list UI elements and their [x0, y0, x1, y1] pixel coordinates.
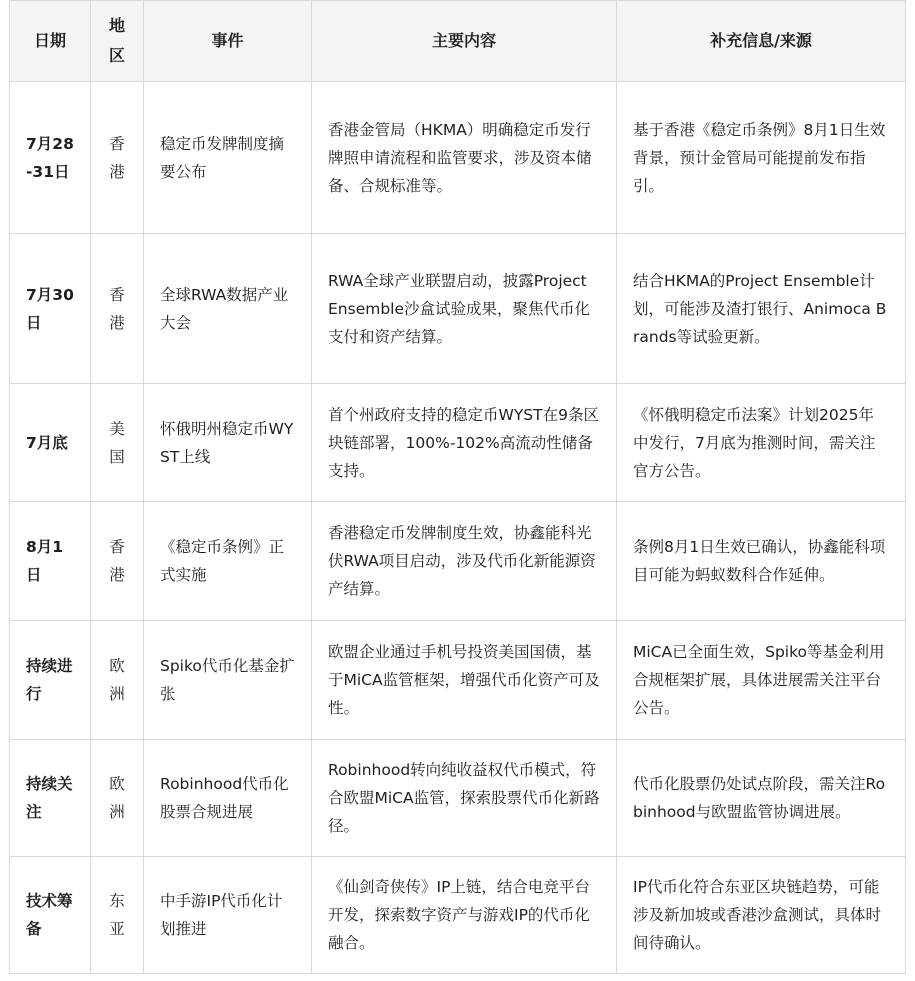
cell-date: 技术筹备	[10, 857, 91, 974]
cell-event: 怀俄明州稳定币WYST上线	[144, 384, 312, 502]
cell-extra: 《怀俄明稳定币法案》计划2025年中发行，7月底为推测时间，需关注官方公告。	[617, 384, 906, 502]
table-row	[10, 82, 906, 234]
header-region: 地区	[91, 1, 144, 82]
cell-date: 8月1日	[10, 502, 91, 621]
cell-extra: MiCA已全面生效，Spiko等基金利用合规框架扩展，具体进展需关注平台公告。	[617, 621, 906, 740]
cell-date: 持续进行	[10, 621, 91, 740]
cell-event: 《稳定币条例》正式实施	[144, 502, 312, 621]
cell-extra: 条例8月1日生效已确认，协鑫能科项目可能为蚂蚁数科合作延伸。	[617, 502, 906, 621]
table-header	[10, 1, 906, 82]
cell-date: 7月30日	[10, 234, 91, 384]
cell-content: RWA全球产业联盟启动，披露Project Ensemble沙盒试验成果，聚焦代币化支付和资产结算。	[312, 234, 617, 384]
cell-extra: IP代币化符合东亚区块链趋势，可能涉及新加坡或香港沙盒测试，具体时间待确认。	[617, 857, 906, 974]
cell-event: Spiko代币化基金扩张	[144, 621, 312, 740]
cell-region: 欧洲	[91, 621, 144, 740]
table-row	[10, 384, 906, 502]
cell-date: 7月底	[10, 384, 91, 502]
cell-content: 香港金管局（HKMA）明确稳定币发行牌照申请流程和监管要求，涉及资本储备、合规标准等。	[312, 82, 617, 234]
cell-extra: 结合HKMA的Project Ensemble计划，可能涉及渣打银行、Animoca Brands等试验更新。	[617, 234, 906, 384]
cell-region: 欧洲	[91, 740, 144, 857]
cell-content: 《仙剑奇侠传》IP上链，结合电竞平台开发，探索数字资产与游戏IP的代币化融合。	[312, 857, 617, 974]
cell-date: 持续关注	[10, 740, 91, 857]
table-body	[10, 82, 906, 974]
header-extra: 补充信息/来源	[617, 1, 906, 82]
table-container	[9, 0, 905, 974]
cell-content: 欧盟企业通过手机号投资美国国债，基于MiCA监管框架，增强代币化资产可及性。	[312, 621, 617, 740]
cell-extra: 基于香港《稳定币条例》8月1日生效背景，预计金管局可能提前发布指引。	[617, 82, 906, 234]
table-row	[10, 857, 906, 974]
cell-region: 香港	[91, 234, 144, 384]
cell-region: 东亚	[91, 857, 144, 974]
cell-event: 全球RWA数据产业大会	[144, 234, 312, 384]
header-date: 日期	[10, 1, 91, 82]
events-table	[9, 0, 906, 974]
cell-region: 美国	[91, 384, 144, 502]
cell-region: 香港	[91, 502, 144, 621]
cell-event: 稳定币发牌制度摘要公布	[144, 82, 312, 234]
cell-date: 7月28-31日	[10, 82, 91, 234]
header-content: 主要内容	[312, 1, 617, 82]
cell-event: 中手游IP代币化计划推进	[144, 857, 312, 974]
cell-extra: 代币化股票仍处试点阶段，需关注Robinhood与欧盟监管协调进展。	[617, 740, 906, 857]
cell-content: Robinhood转向纯收益权代币模式，符合欧盟MiCA监管，探索股票代币化新路径。	[312, 740, 617, 857]
cell-content: 香港稳定币发牌制度生效，协鑫能科光伏RWA项目启动，涉及代币化新能源资产结算。	[312, 502, 617, 621]
table-row	[10, 621, 906, 740]
table-row	[10, 502, 906, 621]
cell-content: 首个州政府支持的稳定币WYST在9条区块链部署，100%-102%高流动性储备支持。	[312, 384, 617, 502]
cell-region: 香港	[91, 82, 144, 234]
header-event: 事件	[144, 1, 312, 82]
header-row	[10, 1, 906, 82]
table-row	[10, 740, 906, 857]
cell-event: Robinhood代币化股票合规进展	[144, 740, 312, 857]
table-row	[10, 234, 906, 384]
